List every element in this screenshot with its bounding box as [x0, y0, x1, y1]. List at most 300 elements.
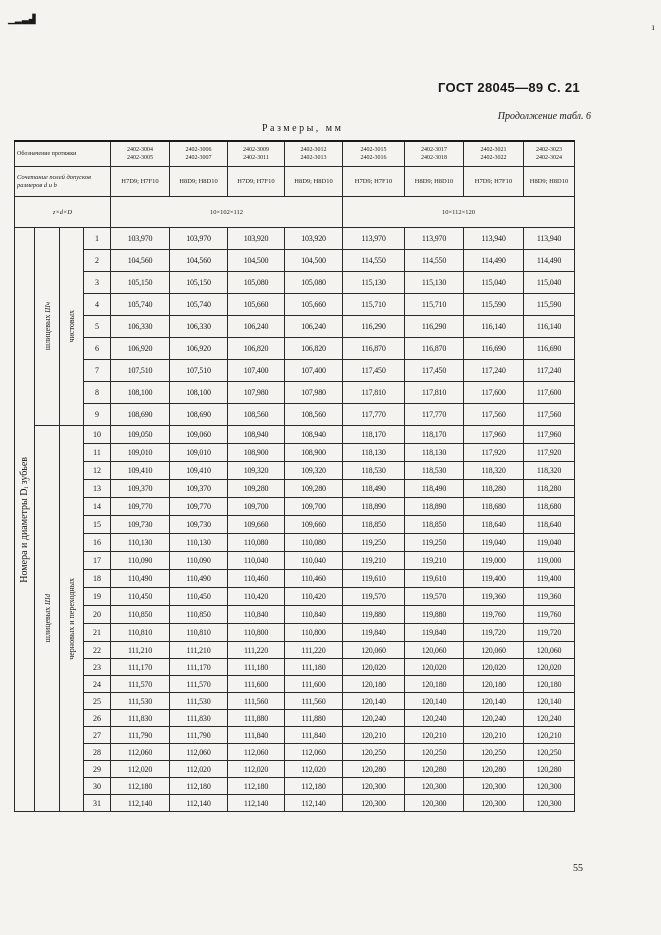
diameter-value: 109,320: [285, 462, 343, 480]
fit-cell: H7D9; H7F10: [464, 167, 524, 197]
diameter-value: 112,060: [285, 744, 343, 761]
diameter-value: 118,850: [343, 516, 405, 534]
diameter-value: 110,040: [285, 552, 343, 570]
tooth-number: 11: [84, 444, 111, 462]
diameter-value: 110,460: [228, 570, 285, 588]
diameter-value: 120,250: [405, 744, 464, 761]
diameter-value: 120,300: [405, 795, 464, 812]
tooth-number: 1: [84, 228, 111, 250]
diameter-value: 111,570: [170, 676, 228, 693]
table-row: [15, 272, 575, 294]
header-row-dims: [15, 197, 575, 228]
rough-label: черновых и переходных: [67, 577, 76, 660]
broach-label: Обозначение протяжки: [15, 141, 111, 167]
broach-code-cell: [285, 141, 343, 167]
diameter-value: 109,770: [111, 498, 170, 516]
table-row: [15, 744, 575, 761]
diameter-value: 113,970: [405, 228, 464, 250]
diameter-value: 117,450: [343, 360, 405, 382]
fit-cell: H7D9; H7F10: [228, 167, 285, 197]
diameter-value: 119,880: [343, 606, 405, 624]
broach-code-a: 2402-3021: [480, 147, 507, 153]
diameter-value: 104,560: [111, 250, 170, 272]
diameter-value: 112,020: [111, 761, 170, 778]
tooth-number: 25: [84, 693, 111, 710]
diameter-value: 106,820: [285, 338, 343, 360]
broach-code-cell: [228, 141, 285, 167]
diameter-value: 113,940: [464, 228, 524, 250]
diameter-value: 118,280: [524, 480, 575, 498]
diameter-value: 116,690: [524, 338, 575, 360]
table-row: [15, 552, 575, 570]
fit-cell: H8D9; H8D10: [285, 167, 343, 197]
diameter-value: 105,150: [111, 272, 170, 294]
diameter-value: 112,020: [170, 761, 228, 778]
diameter-value: 118,280: [464, 480, 524, 498]
table-row: [15, 404, 575, 426]
fits-label: Сочетание полей допусков размеров d и b: [15, 167, 111, 197]
diameter-value: 118,490: [343, 480, 405, 498]
diameter-value: 116,290: [405, 316, 464, 338]
diameter-value: 117,920: [464, 444, 524, 462]
table-row: [15, 462, 575, 480]
diameter-value: 120,180: [343, 676, 405, 693]
diameter-value: 120,300: [464, 778, 524, 795]
diameter-value: 111,830: [111, 710, 170, 727]
shlic-sub-finish: Шч: [43, 302, 52, 314]
diameter-value: 116,870: [405, 338, 464, 360]
table-row: [15, 570, 575, 588]
diameter-value: 120,210: [464, 727, 524, 744]
diameter-value: 110,450: [170, 588, 228, 606]
tooth-number: 3: [84, 272, 111, 294]
broach-code-b: 2402-3007: [185, 155, 212, 161]
diameter-value: 111,840: [228, 727, 285, 744]
diameter-value: 106,920: [111, 338, 170, 360]
diameter-value: 117,770: [405, 404, 464, 426]
diameter-value: 118,320: [464, 462, 524, 480]
page-number: 55: [573, 863, 583, 874]
shlic-label: шлицевых: [42, 607, 52, 643]
diameter-value: 119,610: [343, 570, 405, 588]
dimensions-table: [14, 140, 575, 812]
tooth-number: 5: [84, 316, 111, 338]
diameter-value: 109,410: [111, 462, 170, 480]
diameter-value: 109,370: [111, 480, 170, 498]
diameter-value: 112,020: [285, 761, 343, 778]
diameter-value: 118,640: [524, 516, 575, 534]
diameter-value: 117,960: [524, 426, 575, 444]
table-row: [15, 624, 575, 642]
diameter-value: 112,180: [170, 778, 228, 795]
shlic-sub-rough: Шd: [43, 594, 52, 606]
broach-code-a: 2402-3017: [421, 147, 447, 153]
table-row: [15, 710, 575, 727]
tooth-number: 14: [84, 498, 111, 516]
diameter-value: 106,240: [228, 316, 285, 338]
tooth-number: 7: [84, 360, 111, 382]
shlic-finish-cell: [35, 228, 60, 426]
diameter-value: 105,660: [285, 294, 343, 316]
diameter-value: 109,660: [228, 516, 285, 534]
broach-code-cell: [524, 141, 575, 167]
diameter-value: 118,130: [405, 444, 464, 462]
diameter-value: 119,360: [464, 588, 524, 606]
diameter-value: 120,060: [405, 642, 464, 659]
diameter-value: 111,830: [170, 710, 228, 727]
diameter-value: 111,600: [228, 676, 285, 693]
table-row: [15, 795, 575, 812]
tooth-number: 19: [84, 588, 111, 606]
diameter-value: 109,280: [228, 480, 285, 498]
diameter-value: 115,590: [524, 294, 575, 316]
diameter-value: 120,240: [343, 710, 405, 727]
diameter-value: 109,730: [170, 516, 228, 534]
diameter-value: 114,550: [405, 250, 464, 272]
diameter-value: 115,040: [464, 272, 524, 294]
broach-code-cell: [464, 141, 524, 167]
diameter-value: 111,180: [228, 659, 285, 676]
diameter-value: 118,680: [524, 498, 575, 516]
diameter-value: 117,560: [524, 404, 575, 426]
diameter-value: 109,050: [111, 426, 170, 444]
table-row: [15, 338, 575, 360]
diameter-value: 119,880: [405, 606, 464, 624]
diameter-value: 110,090: [111, 552, 170, 570]
diameter-value: 110,810: [111, 624, 170, 642]
table-row: [15, 761, 575, 778]
diameter-value: 110,840: [285, 606, 343, 624]
diameter-value: 119,610: [405, 570, 464, 588]
diameter-value: 120,280: [464, 761, 524, 778]
diameter-value: 119,000: [464, 552, 524, 570]
broach-code-b: 2402-3022: [480, 155, 507, 161]
broach-code-a: 2402-3004: [127, 147, 153, 153]
document-id: ГОСТ 28045—89 С. 21: [438, 80, 580, 95]
diameter-value: 112,060: [170, 744, 228, 761]
diameter-value: 105,660: [228, 294, 285, 316]
diameter-value: 111,570: [111, 676, 170, 693]
diameter-value: 120,180: [464, 676, 524, 693]
diameter-value: 108,100: [170, 382, 228, 404]
diameter-value: 117,920: [524, 444, 575, 462]
diameter-value: 103,920: [285, 228, 343, 250]
diameter-value: 107,400: [285, 360, 343, 382]
diameter-value: 120,280: [405, 761, 464, 778]
diameter-value: 120,250: [524, 744, 575, 761]
diameter-value: 110,460: [285, 570, 343, 588]
diameter-value: 110,040: [228, 552, 285, 570]
table-row: [15, 382, 575, 404]
diameter-value: 112,180: [228, 778, 285, 795]
broach-code-a: 2402-3012: [300, 147, 327, 153]
diameter-value: 108,900: [228, 444, 285, 462]
diameter-value: 120,140: [524, 693, 575, 710]
diameter-value: 112,180: [111, 778, 170, 795]
diameter-value: 118,170: [343, 426, 405, 444]
diameter-value: 111,170: [111, 659, 170, 676]
diameter-value: 110,840: [228, 606, 285, 624]
diameter-value: 117,240: [524, 360, 575, 382]
broach-code-a: 2402-3006: [185, 147, 212, 153]
diameter-value: 111,180: [285, 659, 343, 676]
broach-code-b: 2402-3024: [536, 155, 562, 161]
diameter-value: 111,600: [285, 676, 343, 693]
diameter-value: 112,140: [170, 795, 228, 812]
tooth-number: 31: [84, 795, 111, 812]
diameter-value: 111,170: [170, 659, 228, 676]
tooth-number: 18: [84, 570, 111, 588]
diameter-value: 109,660: [285, 516, 343, 534]
diameter-value: 119,760: [464, 606, 524, 624]
diameter-value: 112,020: [228, 761, 285, 778]
tooth-number: 21: [84, 624, 111, 642]
table-row: [15, 778, 575, 795]
tooth-number: 8: [84, 382, 111, 404]
diameter-value: 120,300: [343, 778, 405, 795]
diameter-value: 118,890: [343, 498, 405, 516]
diameter-value: 116,290: [343, 316, 405, 338]
shlic-rough-cell: [35, 426, 60, 812]
diameter-value: 120,060: [343, 642, 405, 659]
diameter-value: 115,710: [405, 294, 464, 316]
diameter-value: 108,900: [285, 444, 343, 462]
diameter-value: 111,880: [285, 710, 343, 727]
dims-group-2: 10×112×120: [343, 197, 575, 228]
diameter-value: 119,210: [405, 552, 464, 570]
tooth-number: 16: [84, 534, 111, 552]
diameter-value: 110,850: [170, 606, 228, 624]
diameter-value: 107,510: [111, 360, 170, 382]
table-row: [15, 426, 575, 444]
diameter-value: 111,220: [285, 642, 343, 659]
diameter-value: 108,560: [285, 404, 343, 426]
diameter-value: 110,490: [170, 570, 228, 588]
diameter-value: 120,020: [343, 659, 405, 676]
table-row: [15, 250, 575, 272]
broach-code-cell: [170, 141, 228, 167]
diameter-value: 117,810: [343, 382, 405, 404]
diameter-value: 108,100: [111, 382, 170, 404]
diameter-value: 107,510: [170, 360, 228, 382]
header-row-fits: [15, 167, 575, 197]
diameter-value: 120,140: [405, 693, 464, 710]
diameter-value: 118,170: [405, 426, 464, 444]
group-label-cell: [15, 228, 35, 812]
table-row: [15, 588, 575, 606]
diameter-value: 119,250: [405, 534, 464, 552]
diameter-value: 120,180: [405, 676, 464, 693]
dims-group-1: 10×102×112: [111, 197, 343, 228]
table-row: [15, 659, 575, 676]
table-row: [15, 727, 575, 744]
diameter-value: 112,140: [111, 795, 170, 812]
diameter-value: 110,420: [285, 588, 343, 606]
tooth-number: 30: [84, 778, 111, 795]
diameter-value: 111,210: [170, 642, 228, 659]
table-row: [15, 480, 575, 498]
table-row: [15, 534, 575, 552]
diameter-value: 120,240: [524, 710, 575, 727]
diameter-value: 111,790: [170, 727, 228, 744]
diameter-value: 112,140: [228, 795, 285, 812]
tooth-number: 10: [84, 426, 111, 444]
diameter-value: 110,800: [285, 624, 343, 642]
diameter-value: 116,690: [464, 338, 524, 360]
diameter-value: 116,140: [524, 316, 575, 338]
broach-code-b: 2402-3005: [127, 155, 153, 161]
diameter-value: 111,210: [111, 642, 170, 659]
table-row: [15, 676, 575, 693]
finish-label-cell: [60, 228, 84, 426]
diameter-value: 118,130: [343, 444, 405, 462]
broach-code-a: 2402-3023: [536, 147, 562, 153]
diameter-value: 110,130: [170, 534, 228, 552]
diameter-value: 119,040: [464, 534, 524, 552]
diameter-value: 109,010: [170, 444, 228, 462]
fit-cell: H7D9; H7F10: [343, 167, 405, 197]
diameter-value: 119,040: [524, 534, 575, 552]
diameter-value: 120,020: [524, 659, 575, 676]
diameter-value: 119,570: [405, 588, 464, 606]
broach-code-cell: [111, 141, 170, 167]
diameter-value: 119,360: [524, 588, 575, 606]
diameter-value: 120,240: [464, 710, 524, 727]
diameter-value: 109,730: [111, 516, 170, 534]
diameter-value: 120,140: [464, 693, 524, 710]
continuation-note: Продолжение табл. 6: [497, 111, 591, 122]
diameter-value: 119,570: [343, 588, 405, 606]
tooth-number: 24: [84, 676, 111, 693]
diameter-value: 112,140: [285, 795, 343, 812]
diameter-value: 111,530: [170, 693, 228, 710]
diameter-value: 119,400: [524, 570, 575, 588]
diameter-value: 106,240: [285, 316, 343, 338]
diameter-value: 118,530: [343, 462, 405, 480]
diameter-value: 120,250: [464, 744, 524, 761]
diameter-value: 112,060: [111, 744, 170, 761]
broach-code-b: 2402-3018: [421, 155, 447, 161]
diameter-value: 109,010: [111, 444, 170, 462]
vertical-group-label: Номера и диаметры Dᵢ зубьев: [19, 456, 30, 583]
fit-cell: H8D9; H8D10: [524, 167, 575, 197]
diameter-value: 120,250: [343, 744, 405, 761]
broach-code-b: 2402-3011: [243, 155, 269, 161]
tooth-number: 27: [84, 727, 111, 744]
diameter-value: 115,130: [405, 272, 464, 294]
diameter-value: 111,790: [111, 727, 170, 744]
diameter-value: 120,300: [343, 795, 405, 812]
tooth-number: 12: [84, 462, 111, 480]
tooth-number: 17: [84, 552, 111, 570]
diameter-value: 106,330: [111, 316, 170, 338]
diameter-value: 120,060: [464, 642, 524, 659]
diameter-value: 105,080: [228, 272, 285, 294]
fit-cell: H8D9; H8D10: [405, 167, 464, 197]
diameter-value: 116,870: [343, 338, 405, 360]
diameter-value: 119,000: [524, 552, 575, 570]
diameter-value: 120,300: [464, 795, 524, 812]
broach-code-b: 2402-3013: [300, 155, 327, 161]
table-title: Размеры, мм: [262, 123, 344, 134]
tooth-number: 20: [84, 606, 111, 624]
diameter-value: 108,940: [228, 426, 285, 444]
diameter-value: 104,500: [285, 250, 343, 272]
broach-code-cell: [405, 141, 464, 167]
table-row: [15, 606, 575, 624]
tooth-number: 15: [84, 516, 111, 534]
diameter-value: 109,770: [170, 498, 228, 516]
diameter-value: 118,490: [405, 480, 464, 498]
diameter-value: 119,250: [343, 534, 405, 552]
diameter-value: 120,280: [524, 761, 575, 778]
diameter-value: 118,640: [464, 516, 524, 534]
broach-code-a: 2402-3015: [360, 147, 387, 153]
diameter-value: 106,330: [170, 316, 228, 338]
diameter-value: 104,560: [170, 250, 228, 272]
diameter-value: 117,810: [405, 382, 464, 404]
diameter-value: 115,590: [464, 294, 524, 316]
diameter-value: 108,940: [285, 426, 343, 444]
diameter-value: 112,060: [228, 744, 285, 761]
diameter-value: 107,980: [285, 382, 343, 404]
diameter-value: 103,970: [170, 228, 228, 250]
table-row: [15, 498, 575, 516]
diameter-value: 118,530: [405, 462, 464, 480]
diameter-value: 110,490: [111, 570, 170, 588]
diameter-value: 114,490: [464, 250, 524, 272]
diameter-value: 110,080: [228, 534, 285, 552]
diameter-value: 109,280: [285, 480, 343, 498]
tooth-number: 2: [84, 250, 111, 272]
diameter-value: 110,420: [228, 588, 285, 606]
diameter-value: 114,550: [343, 250, 405, 272]
diameter-value: 120,300: [405, 778, 464, 795]
diameter-value: 117,560: [464, 404, 524, 426]
diameter-value: 117,600: [524, 382, 575, 404]
diameter-value: 118,890: [405, 498, 464, 516]
diameter-value: 118,320: [524, 462, 575, 480]
diameter-value: 110,130: [111, 534, 170, 552]
diameter-value: 115,130: [343, 272, 405, 294]
fit-cell: H8D9; H8D10: [170, 167, 228, 197]
table-row: [15, 294, 575, 316]
broach-code-a: 2402-3009: [243, 147, 269, 153]
diameter-value: 111,880: [228, 710, 285, 727]
tooth-number: 6: [84, 338, 111, 360]
diameter-value: 119,840: [343, 624, 405, 642]
table-row: [15, 316, 575, 338]
diameter-value: 118,850: [405, 516, 464, 534]
tooth-number: 4: [84, 294, 111, 316]
fit-cell: H7D9; H7F10: [111, 167, 170, 197]
table-row: [15, 642, 575, 659]
diameter-value: 120,240: [405, 710, 464, 727]
diameter-value: 110,450: [111, 588, 170, 606]
diameter-value: 106,920: [170, 338, 228, 360]
diameter-value: 117,770: [343, 404, 405, 426]
diameter-value: 120,060: [524, 642, 575, 659]
diameter-value: 120,210: [524, 727, 575, 744]
diameter-value: 120,180: [524, 676, 575, 693]
diameter-value: 104,500: [228, 250, 285, 272]
shlic-label: шлицевых: [42, 315, 52, 351]
diameter-value: 117,960: [464, 426, 524, 444]
diameter-value: 119,400: [464, 570, 524, 588]
diameter-value: 120,300: [524, 795, 575, 812]
diameter-value: 108,560: [228, 404, 285, 426]
diameter-value: 119,720: [464, 624, 524, 642]
